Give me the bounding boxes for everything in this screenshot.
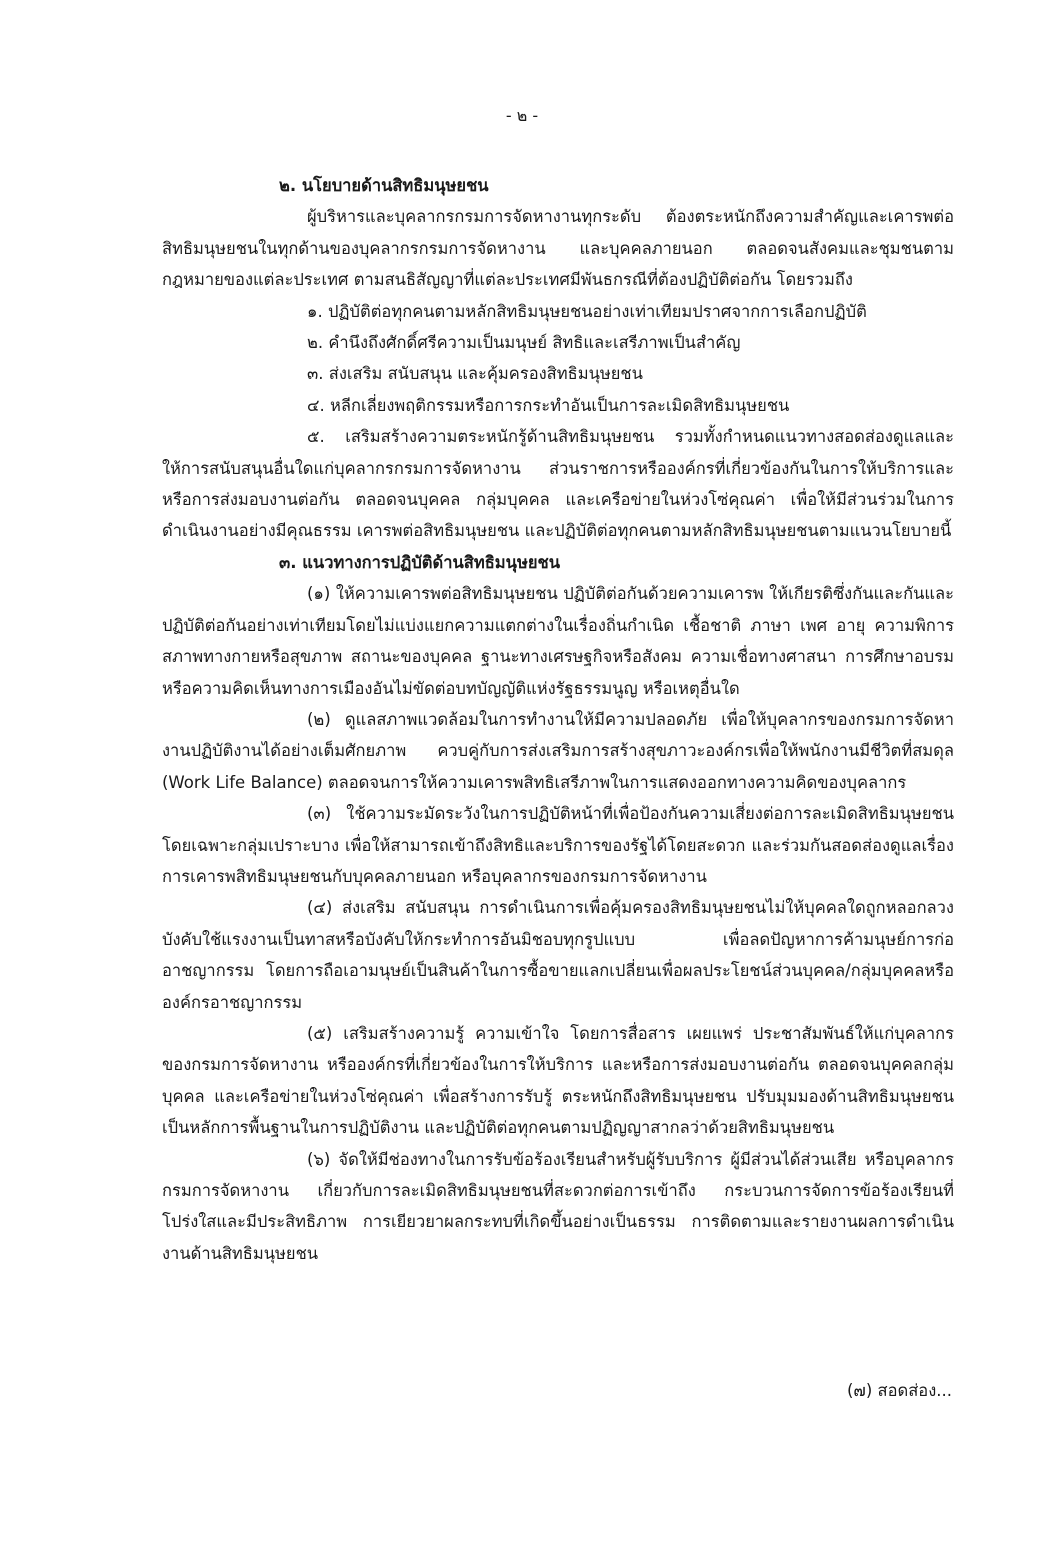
section-2-intro: ผู้บริหารและบุคลากรกรมการจัดหางานทุกระดับ ต้องตระหนักถึงความสำคัญและเคารพต่อสิทธิมนุษยชนในทุกด้านของบุคลากรกรมการจัดหางาน และบุคคลภายนอก ตลอดจนสังคมและชุมชนตามกฎหมายของแต่ละประเทศ ตามสนธิสัญญาที่แต่ละประเทศมีพันธกรณีที่ต้องปฏิบัติต่อกัน โดยรวมถึง [162,207,954,290]
section-3-item: (๕) เสริมสร้างความรู้ ความเข้าใจ โดยการสื่อสาร เผยแพร่ ประชาสัมพันธ์ให้แก่บุคลากรของกรมการจัดหางาน หรือองค์กรที่เกี่ยวข้องในการให้บริการ และหรือการส่งมอบงานต่อกัน ตลอดจนบุคคลกลุ่มบุคคล และเครือข่ายในห่วงโซ่คุณค่า เพื่อสร้างการรับรู้ ตระหนักถึงสิทธิมนุษยชน ปรับมุมมองด้านสิทธิมนุษยชนเป็นหลักการพื้นฐานในการปฏิบัติงาน และปฏิบัติต่อทุกคนตามปฏิญญาสากลว่าด้วยสิทธิมนุษยชน [162,1023,954,1138]
section-3-heading: ๓. แนวทางการปฏิบัติด้านสิทธิมนุษยชน [279,552,560,572]
section-2-item-5: ๕. เสริมสร้างความตระหนักรู้ด้านสิทธิมนุษยชน รวมทั้งกำหนดแนวทางสอดส่องดูแลและให้การสนับสนุนอื่นใดแก่บุคลากรกรมการจัดหางาน ส่วนราชการหรือองค์กรที่เกี่ยวข้องกันในการให้บริการและหรือการส่งมอบงานต่อกัน ตลอดจนบุคคล กลุ่มบุคคล และเครือข่ายในห่วงโซ่คุณค่า เพื่อให้มีส่วนร่วมในการดำเนินงานอย่างมีคุณธรรม เคารพต่อสิทธิมนุษยชน และปฏิบัติต่อทุกคนตามหลักสิทธิมนุษยชนตามแนวนโยบายนี้ [162,427,954,541]
section-2-item: ๓. ส่งเสริม สนับสนุน และคุ้มครองสิทธิมนุษยชน [307,364,643,384]
section-3-item: (๓) ใช้ความระมัดระวังในการปฏิบัติหน้าที่เพื่อป้องกันความเสี่ยงต่อการละเมิดสิทธิมนุษยชนโดยเฉพาะกลุ่มเปราะบาง เพื่อให้สามารถเข้าถึงสิทธิและบริการของรัฐได้โดยสะดวก และร่วมกันสอดส่องดูแลเรื่องการเคารพสิทธิมนุษยชนกับบุคคลภายนอก หรือบุคลากรของกรมการจัดหางาน [162,804,954,886]
section-3-item: (๒) ดูแลสภาพแวดล้อมในการทำงานให้มีความปลอดภัย เพื่อให้บุคลากรของกรมการจัดหางานปฏิบัติงานได้อย่างเต็มศักยภาพ ควบคู่กับการส่งเสริมการสร้างสุขภาวะองค์กรเพื่อให้พนักงานมีชีวิตที่สมดุล (Work Life Balance) ตลอดจนการให้ความเคารพสิทธิเสรีภาพในการแสดงออกทางความคิดของบุคลากร [162,709,954,792]
section-2-item: ๔. หลีกเลี่ยงพฤติกรรมหรือการกระทำอันเป็นการละเมิดสิทธิมนุษยชน [307,395,790,415]
continuation-marker: (๗) สอดส่อง... [847,1381,952,1400]
section-3-item: (๔) ส่งเสริม สนับสนุน การดำเนินการเพื่อคุ้มครองสิทธิมนุษยชนไม่ให้บุคคลใดถูกหลอกลวง บังคับใช้แรงงานเป็นทาสหรือบังคับให้กระทำการอันมิชอบทุกรูปแบบ เพื่อลดปัญหาการค้ามนุษย์การก่ออาชญากรรม โดยการถือเอามนุษย์เป็นสินค้าในการซื้อขายแลกเปลี่ยนเพื่อผลประโยชน์ส่วนบุคคล/กลุ่มบุคคลหรือองค์กรอาชญากรรม [162,898,954,1012]
section-3-item: (๑) ให้ความเคารพต่อสิทธิมนุษยชน ปฏิบัติต่อกันด้วยความเคารพ ให้เกียรติซึ่งกันและกันและปฏิบัติต่อกันอย่างเท่าเทียมโดยไม่แบ่งแยกความแตกต่างในเรื่องถิ่นกำเนิด เชื้อชาติ ภาษา เพศ อายุ ความพิการสภาพทางกายหรือสุขภาพ สถานะของบุคคล ฐานะทางเศรษฐกิจหรือสังคม ความเชื่อทางศาสนา การศึกษาอบรมหรือความคิดเห็นทางการเมืองอันไม่ขัดต่อบทบัญญัติแห่งรัฐธรรมนูญ หรือเหตุอื่นใด [162,584,954,698]
section-2-item: ๒. คำนึงถึงศักดิ์ศรีความเป็นมนุษย์ สิทธิและเสรีภาพเป็นสำคัญ [307,333,741,353]
page-number: - ๒ - [505,106,539,125]
section-2-item: ๑. ปฏิบัติต่อทุกคนตามหลักสิทธิมนุษยชนอย่างเท่าเทียมปราศจากการเลือกปฏิบัติ [307,301,867,321]
section-2-heading: ๒. นโยบายด้านสิทธิมนุษยชน [279,176,489,195]
document-body [162,170,954,1269]
section-3-item: (๖) จัดให้มีช่องทางในการรับข้อร้องเรียนสำหรับผู้รับบริการ ผู้มีส่วนได้ส่วนเสีย หรือบุคลากรกรมการจัดหางาน เกี่ยวกับการละเมิดสิทธิมนุษยชนที่สะดวกต่อการเข้าถึง กระบวนการจัดการข้อร้องเรียนที่โปร่งใสและมีประสิทธิภาพ การเยียวยาผลกระทบที่เกิดขึ้นอย่างเป็นธรรม การติดตามและรายงานผลการดำเนินงานด้านสิทธิมนุษยชน [162,1149,954,1263]
